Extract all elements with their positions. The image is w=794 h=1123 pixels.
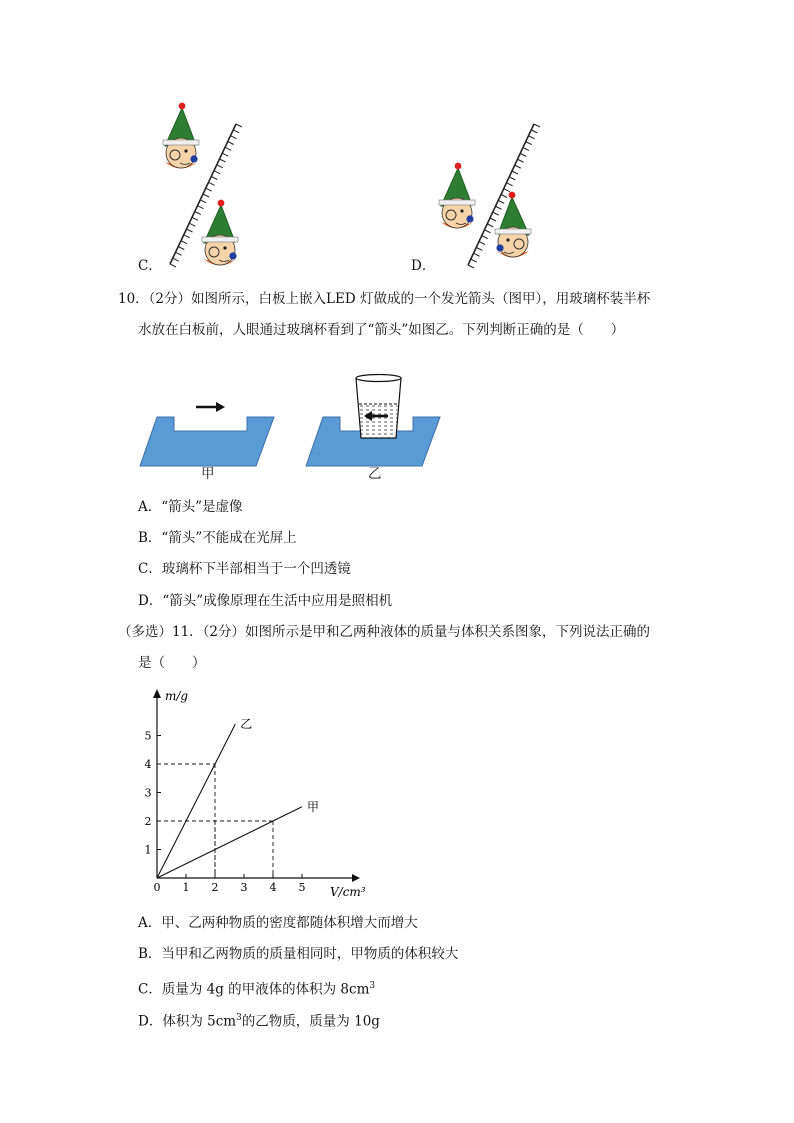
y-tick-label: 2 — [144, 815, 152, 828]
option-d-label: D． — [411, 258, 436, 274]
series-label: 乙 — [240, 717, 253, 732]
x-tick-label: 3 — [240, 881, 248, 894]
y-axis-label: m/g — [165, 689, 189, 703]
q10-option-c: C．玻璃杯下半部相当于一个凹透镜 — [138, 561, 351, 577]
option-c-label: C． — [138, 258, 162, 274]
q11-option-a: A．甲、乙两种物质的密度都随体积增大而增大 — [138, 915, 418, 931]
q10-stem-line2: 水放在白板前，人眼通过玻璃杯看到了“箭头”如图乙。下列判断正确的是（ ） — [138, 322, 625, 338]
x-tick-label: 1 — [182, 881, 190, 894]
q10-option-b: B．“箭头”不能成在光屏上 — [138, 530, 297, 546]
y-tick-label: 5 — [144, 729, 152, 743]
q11-stem-line1: （多选）11．（2分）如图所示是甲和乙两种液体的质量与体积关系图象，下列说法正确的 — [118, 624, 651, 640]
y-tick-label: 4 — [144, 758, 152, 771]
series-label: 甲 — [307, 799, 320, 814]
y-axis-arrow — [153, 689, 161, 698]
q10-option-a: A．“箭头”是虚像 — [138, 499, 243, 515]
q11-option-c: C．质量为 4g 的甲液体的体积为 $8cm^3$ — [138, 981, 376, 998]
x-axis-label: V/cm³ — [330, 885, 366, 899]
fig-label-jia: 甲 — [201, 466, 215, 482]
x-tick-label: 4 — [269, 881, 277, 894]
y-tick-label: 1 — [144, 843, 152, 857]
q11-option-b: B．当甲和乙两物质的质量相同时，甲物质的体积较大 — [138, 946, 459, 962]
q11-option-d: D．体积为 $5cm^3$的乙物质，质量为 10g — [138, 1013, 380, 1030]
y-tick-label: 3 — [144, 786, 152, 800]
x-axis-arrow — [352, 874, 360, 882]
series-line-jia — [157, 807, 302, 878]
x-tick-label: 5 — [298, 881, 306, 894]
q10-option-d: D．“箭头”成像原理在生活中应用是照相机 — [138, 593, 393, 609]
series-line-yi — [157, 724, 235, 878]
x-tick-label: 2 — [211, 881, 219, 894]
q11-stem-line2: 是（ ） — [138, 655, 206, 671]
fig-label-yi: 乙 — [368, 466, 382, 482]
q10-stem-line1: 10．（2分）如图所示，白板上嵌入LED 灯做成的一个发光箭头（图甲），用玻璃杯装半杯 — [118, 291, 651, 307]
x-tick-label: 0 — [153, 881, 161, 894]
